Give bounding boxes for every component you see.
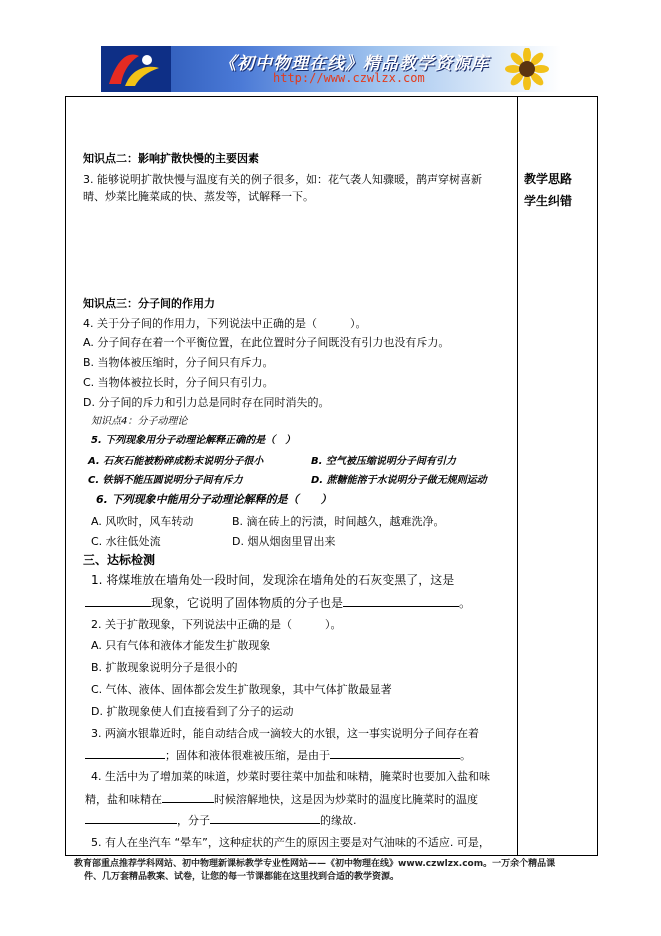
t3-line2-text: ；固体和液体很难被压缩，是由于 — [165, 749, 330, 762]
t4-line3-end: 的缘故. — [320, 814, 357, 827]
t3-line1: 3. 两滴水银靠近时，能自动结合成一滴较大的水银，这一事实说明分子间存在着 — [91, 727, 479, 740]
t1-line2-text: 现象，它说明了固体物质的分子也是 — [151, 596, 344, 610]
table-bottom-border — [65, 855, 598, 856]
q4-option-a: A. 分子间存在着一个平衡位置，在此位置时分子间既没有引力也没有斥力。 — [83, 336, 450, 349]
t4-line3-text: ，分子 — [177, 814, 210, 827]
q5-stem: 5. 下列现象用分子动理论解释正确的是（ ） — [91, 435, 296, 446]
t2-option-b: B. 扩散现象说明分子是很小的 — [91, 661, 238, 674]
q3-line2: 晴、炒菜比腌菜咸的快、蒸发等，试解释一下。 — [83, 190, 314, 203]
t2-option-c: C. 气体、液体、固体都会发生扩散现象，其中气体扩散最显著 — [91, 683, 392, 696]
t1-line2 — [85, 596, 471, 610]
t4-line2-text: 精，盐和味精在 — [85, 793, 162, 806]
knowledge-point-4: 知识点4：分子动理论 — [91, 416, 188, 427]
q4-option-c: C. 当物体被拉长时，分子间只有引力。 — [83, 376, 274, 389]
t3-blank1[interactable] — [85, 748, 165, 759]
q4-stem: 4. 关于分子间的作用力，下列说法中正确的是（ ）。 — [83, 317, 367, 330]
header-banner — [101, 46, 561, 92]
t2-option-a: A. 只有气体和液体才能发生扩散现象 — [91, 639, 271, 652]
t4-blank2[interactable] — [85, 813, 177, 824]
footer-line1: 教育部重点推荐学科网站、初中物理新课标教学专业性网站——《初中物理在线》www.czwlzx.com。一万余个精品课 — [74, 859, 556, 869]
q5-option-d: D. 蔗糖能溶于水说明分子做无规则运动 — [311, 475, 487, 486]
page-footer — [74, 858, 594, 884]
section2-heading: 知识点二：影响扩散快慢的主要因素 — [83, 152, 259, 165]
t4-line3 — [85, 813, 357, 827]
t4-line1: 4. 生活中为了增加菜的味道，炒菜时要往菜中加盐和味精，腌菜时也要加入盐和味 — [91, 770, 490, 783]
section3-heading: 知识点三：分子间的作用力 — [83, 297, 215, 310]
sunflower-icon — [493, 48, 555, 90]
t2-stem: 2. 关于扩散现象，下列说法中正确的是（ ）。 — [91, 618, 342, 631]
t4-blank1[interactable] — [162, 792, 214, 803]
t2-option-d: D. 扩散现象使人们直接看到了分子的运动 — [91, 705, 294, 718]
t4-blank3[interactable] — [210, 813, 320, 824]
site-url[interactable]: http://www.czwlzx.com — [273, 71, 425, 85]
q6-option-b: B. 滴在砖上的污渍，时间越久，越难洗净。 — [232, 515, 445, 528]
t1-line1: 1. 将煤堆放在墙角处一段时间，发现涂在墙角处的石灰变黑了，这是 — [91, 573, 455, 587]
t1-blank2[interactable] — [343, 596, 459, 607]
t1-line2-end: 。 — [459, 596, 472, 610]
q6-option-c: C. 水往低处流 — [91, 535, 161, 548]
t3-line2-end: 。 — [460, 749, 471, 762]
t4-line2 — [85, 792, 478, 806]
q5-option-c: C. 铁锅不能压圆说明分子间有斥力 — [88, 475, 243, 486]
t5-line1: 5. 有人在坐汽车 “晕车”，这种症状的产生的原因主要是对气油味的不适应. 可是， — [91, 836, 490, 849]
footer-line2: 件、几万套精品教案、试卷，让您的每一节课都能在这里找到合适的教学资源。 — [84, 872, 400, 882]
t3-blank2[interactable] — [330, 748, 460, 759]
q6-option-d: D. 烟从烟囱里冒出来 — [232, 535, 336, 548]
t1-blank1[interactable] — [85, 596, 151, 607]
q5-option-b: B. 空气被压缩说明分子间有引力 — [311, 456, 456, 467]
side-label-error-correction: 学生纠错 — [524, 194, 573, 208]
q4-option-b: B. 当物体被压缩时，分子间只有斥力。 — [83, 356, 274, 369]
t3-line2 — [85, 748, 471, 762]
t4-line2-text2: 时候溶解地快，这是因为炒菜时的温度比腌菜时的温度 — [214, 793, 478, 806]
q6-stem: 6. 下列现象中能用分子动理论解释的是（ ） — [96, 493, 332, 506]
q6-option-a: A. 风吹时，风车转动 — [91, 515, 194, 528]
q3-line1: 3. 能够说明扩散快慢与温度有关的例子很多，如：花气袭人知骤暖，鹊声穿树喜新 — [83, 173, 482, 186]
q4-option-d: D. 分子间的斥力和引力总是同时存在同时消失的。 — [83, 396, 330, 409]
column-divider — [517, 96, 518, 856]
side-label-teaching-ideas: 教学思路 — [524, 172, 573, 186]
site-title: 《初中物理在线》精品教学资源库 — [219, 54, 489, 74]
test-section-heading: 三、达标检测 — [83, 553, 156, 567]
q5-option-a: A. 石灰石能被粉碎成粉末说明分子很小 — [88, 456, 264, 467]
site-logo-icon — [101, 46, 171, 92]
